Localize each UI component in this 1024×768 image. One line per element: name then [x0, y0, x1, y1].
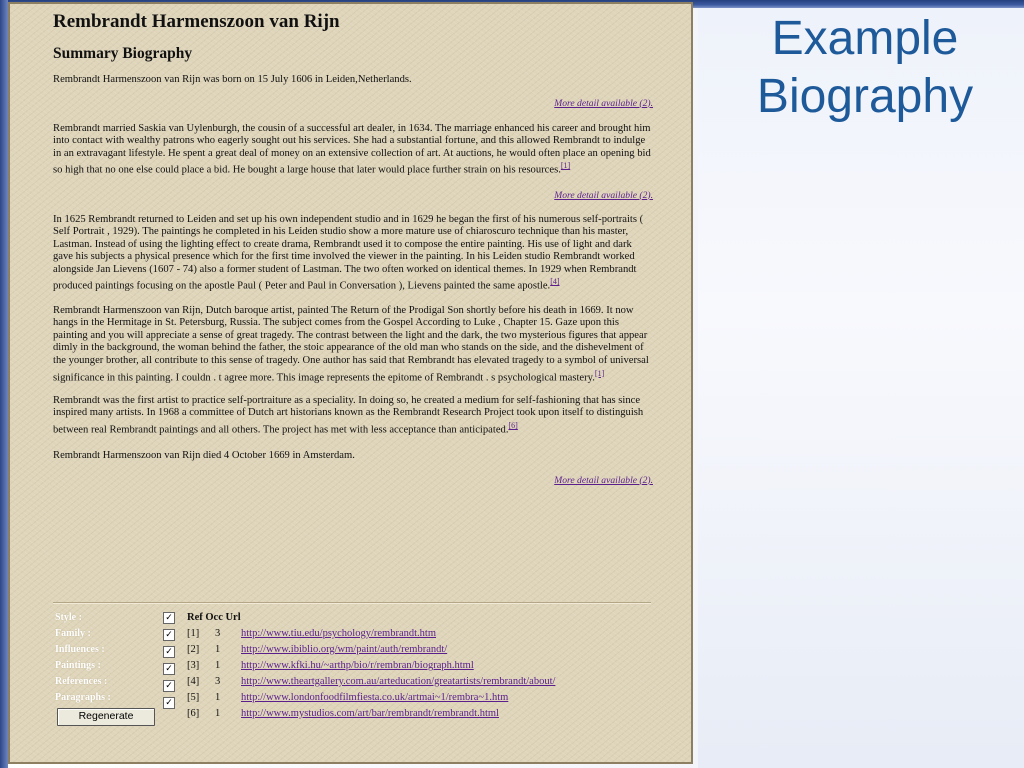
biography-screenshot-panel [8, 2, 693, 764]
reference-occurrences: 1 [215, 708, 221, 719]
paragraph-marriage [53, 123, 653, 178]
regenerate-button[interactable]: Regenerate [57, 708, 155, 726]
reference-number: [5] [187, 692, 200, 703]
left-accent-strip [0, 0, 8, 768]
reference-number: [2] [187, 644, 200, 655]
reference-occurrences: 3 [215, 628, 221, 639]
reference-number: [6] [187, 708, 200, 719]
citation-link[interactable]: [1] [594, 368, 605, 378]
document-title: Rembrandt Harmenszoon van Rijn [53, 11, 340, 32]
more-detail-link-2[interactable]: More detail available (2). [554, 189, 653, 201]
references-table [187, 610, 555, 722]
slide-title-line-2: Biography [756, 70, 974, 123]
paintings-checkbox[interactable]: ✓ [163, 663, 175, 675]
option-label-references: References : [55, 676, 108, 687]
paragraph-leiden [53, 214, 653, 294]
reference-row [187, 674, 555, 690]
reference-url-link[interactable]: http://www.mystudios.com/art/bar/rembrandt/rembrandt.html [241, 708, 499, 719]
more-detail-link-1[interactable]: More detail available (2). [554, 97, 653, 109]
option-label-family: Family : [55, 628, 91, 639]
reference-row [187, 690, 555, 706]
document-subtitle: Summary Biography [53, 45, 193, 62]
reference-occurrences: 1 [215, 692, 221, 703]
reference-row [187, 626, 555, 642]
reference-url-link[interactable]: http://www.kfki.hu/~arthp/bio/r/rembran/biograph.html [241, 660, 474, 671]
option-label-paragraphs: Paragraphs : [55, 692, 111, 703]
slide-title-line-1: Example [771, 12, 959, 65]
more-detail-link-3[interactable]: More detail available (2). [554, 474, 653, 486]
reference-number: [4] [187, 676, 200, 687]
reference-occurrences: 3 [215, 676, 221, 687]
option-checkboxes [163, 612, 175, 714]
citation-link[interactable]: [1] [560, 161, 571, 171]
paragraph-born: Rembrandt Harmenszoon van Rijn was born on 15 July 1606 in Leiden,Netherlands. [53, 74, 412, 85]
option-label-paintings: Paintings : [55, 660, 101, 671]
references-table-header: Ref Occ Url [187, 612, 241, 623]
paragraph-prodigal-son [53, 305, 653, 385]
citation-link[interactable]: [4] [550, 277, 560, 287]
paragraph-leiden-text: In 1625 Rembrandt returned to Leiden and set up his own independent studio and in 1629 he began the first of his numerous self-portraits ( Self Portrait , 1929). The paintings he completed in his Leiden studio show a more mature use of chiaroscuro technique than his master, Lastman. Instead of using the lighting effect to create drama, Rembrandt used it to compose the entire painting. His use of light and dark gave his subjects a physical presence which for the first time involved the viewer in the painting. In his Leiden studio Rembrandt worked alongside Jan Lievens (1607 - 74) also a former student of Lastman. The two often worked on identical themes. In 1929 when Rembrandt produced paintings focusing on the apostle Paul ( Peter and Paul in Conversation ), Lievens painted the same apostle. [53, 213, 644, 292]
paragraph-died: Rembrandt Harmenszoon van Rijn died 4 October 1669 in Amsterdam. [53, 450, 355, 461]
influences-checkbox[interactable]: ✓ [163, 646, 175, 658]
slide-title [720, 10, 1010, 126]
reference-number: [1] [187, 628, 200, 639]
references-checkbox[interactable]: ✓ [163, 680, 175, 692]
section-divider [53, 602, 651, 604]
paragraphs-checkbox[interactable]: ✓ [163, 697, 175, 709]
paragraph-prodigal-son-text: Rembrandt Harmenszoon van Rijn, Dutch baroque artist, painted The Return of the Prodigal Son shortly before his death in 1669. It now hangs in the Hermitage in St. Petersburg, Russia. The subject comes from the Gospel According to Luke , Chapter 15. Gaze upon this painting and you will appreciate a sense of great tragedy. The contrast between the light and the dark, the two mysterious figures that appear dimly in the background, the woman behind the father, the stoic appearance of the old man who stands on the side, and the dishevelment of the younger brother, all contribute to this sense of tragedy. One author has said that Rembrandt has elevated tragedy to a symbol of universal significance in this painting. I couldn . t agree more. This image represents the epitome of Rembrandt . s psychological mastery. [53, 304, 649, 384]
reference-url-link[interactable]: http://www.tiu.edu/psychology/rembrandt.htm [241, 628, 437, 639]
style-checkbox[interactable]: ✓ [163, 612, 175, 624]
reference-url-link[interactable]: http://www.ibiblio.org/wm/paint/auth/rembrandt/ [241, 644, 448, 655]
paragraph-self-portraiture [53, 395, 653, 437]
family-checkbox[interactable]: ✓ [163, 629, 175, 641]
citation-link[interactable]: [6] [508, 420, 518, 430]
reference-row [187, 642, 555, 658]
reference-row [187, 658, 555, 674]
paragraph-marriage-text: Rembrandt married Saskia van Uylenburgh, the cousin of a successful art dealer, in 1634. The marriage enhanced his career and brought him into contact with wealthy patrons who eagerly sought out his services. She had a substantial fortune, and this allowed Rembrandt to indulge in an extravagant lifestyle. He spent a great deal of money on an extensive collection of art. At auctions, he would often place an opening bid so high that no one else could place a bid. He bought a large house that later would place further strain on his resources. [53, 122, 651, 176]
reference-row [187, 706, 555, 722]
option-labels [55, 610, 165, 706]
biography-document [53, 10, 653, 487]
paragraph-self-portraiture-text: Rembrandt was the first artist to practice self-portraiture as a speciality. In doing so, he created a medium for self-fashioning that has since inspired many artists. In 1968 a committee of Dutch art historians known as the Rembrandt Research Project took upon itself to distinguish between real Rembrandt paintings and all others. The project has met with less acceptance than anticipated. [53, 394, 644, 436]
reference-occurrences: 1 [215, 644, 221, 655]
reference-number: [3] [187, 660, 200, 671]
option-label-influences: Influences : [55, 644, 105, 655]
reference-url-link[interactable]: http://www.londonfoodfilmfiesta.co.uk/artmai~1/rembra~1.htm [241, 692, 509, 703]
reference-url-link[interactable]: http://www.theartgallery.com.au/arteducation/greatartists/rembrandt/about/ [241, 676, 556, 687]
reference-occurrences: 1 [215, 660, 221, 671]
option-label-style: Style : [55, 612, 82, 623]
